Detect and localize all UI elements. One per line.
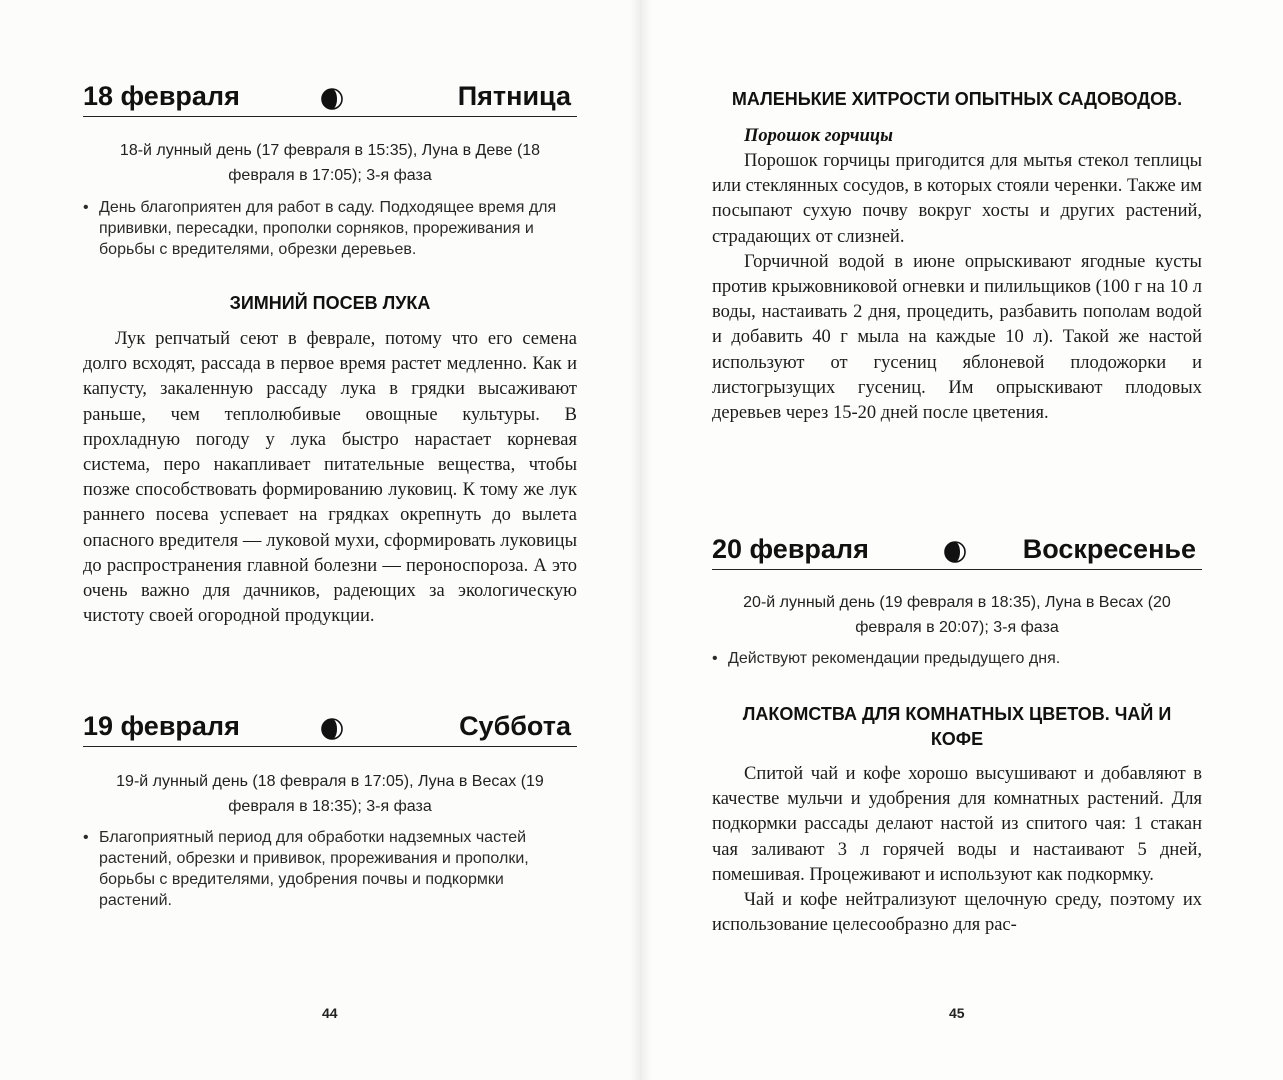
article-body bbox=[712, 149, 1202, 426]
article-paragraph: Спитой чай и кофе хорошо высушивают и добавляют в качестве мульчи и удобрения для комнатных растений. Для подкормки рассады делают настой из спитого чая: 1 стакан чая заливают 3 л горячей воды и настаивают 5 дней, помешивая. Процеживают и используют как подкормку. bbox=[712, 764, 1202, 885]
article-title: ЗИМНИЙ ПОСЕВ ЛУКА bbox=[229, 293, 431, 313]
article-body bbox=[712, 762, 1202, 938]
advice-item bbox=[712, 648, 1202, 669]
day-date: 18 февраля bbox=[83, 81, 240, 111]
article-paragraph: Лук репчатый сеют в феврале, потому что его семена долго всходят, рассада в первое время растет медленно. Как и капусту, закаленную рассаду лука в грядки высаживают раньше, чем теплолюбивые овощные культуры. В прохладную погоду у лука быстро нарастает корневая система, перо накапливает питательные вещества, чтобы позже способствовать формированию луковиц. К тому же лук раннего посева успевает на грядках окрепнуть до вылета опасного вредителя — луковой мухи, сформировать луковицы до распространения главной болезни — пероноспороза. А это очень важно для дачников, радеющих за экологическую чистоту своей огородной продукции. bbox=[83, 329, 577, 627]
day-date: 19 февраля bbox=[83, 711, 240, 741]
day-header-feb20 bbox=[712, 533, 1202, 570]
waning-moon-icon bbox=[321, 88, 343, 110]
lunar-line: февраля в 20:07); 3-я фаза bbox=[855, 619, 1059, 636]
day-date: 20 февраля bbox=[712, 534, 869, 564]
advice-text: Действуют рекомендации предыдущего дня. bbox=[728, 650, 1061, 667]
article-body bbox=[83, 327, 577, 629]
day-header-feb19 bbox=[83, 710, 577, 747]
day-weekday: Пятница bbox=[457, 81, 571, 111]
article-title-line: ЛАКОМСТВА ДЛЯ КОМНАТНЫХ ЦВЕТОВ. ЧАЙ И bbox=[742, 704, 1172, 724]
lunar-line: февраля в 17:05); 3-я фаза bbox=[228, 167, 432, 184]
lunar-info bbox=[83, 769, 577, 819]
day-weekday: Суббота bbox=[459, 711, 571, 741]
waning-moon-icon bbox=[944, 541, 966, 563]
waning-moon-icon bbox=[321, 718, 343, 740]
article-paragraph: Горчичной водой в июне опрыскивают ягодные кусты против крыжовниковой огневки и пилильщиков (100 г на 10 л воды, настаивать 2 дня, процедить, разбавить пополам водой и добавить 40 г мыла на каждые 10 л). Такой же настой используют от гусениц яблоневой плодожорки и листогрызущих гусениц. Им опрыскивают плодовых деревьев через 15-20 дней после цветения. bbox=[712, 251, 1202, 424]
bullet-marker: • bbox=[712, 650, 718, 667]
article-paragraph: Порошок горчицы пригодится для мытья стекол теплицы или стеклянных сосудов, в которых стояли черенки. Также им посыпают сухую почву вокруг хосты и других растений, страдающих от слизней. bbox=[712, 151, 1202, 247]
left-page bbox=[0, 0, 641, 1080]
lunar-line: 20-й лунный день (19 февраля в 18:35), Луна в Весах (20 bbox=[743, 594, 1171, 611]
page-number: 44 bbox=[322, 1005, 338, 1021]
page-number: 45 bbox=[949, 1005, 965, 1021]
advice-text: Благоприятный период для обработки надземных частей растений, обрезки и прививок, прореживания и прополки, борьбы с вредителями, удобрения почвы и подкормки растений. bbox=[99, 829, 529, 909]
advice-item bbox=[83, 197, 577, 260]
right-page bbox=[641, 0, 1283, 1080]
lunar-line: февраля в 18:35); 3-я фаза bbox=[228, 798, 432, 815]
lunar-line: 19-й лунный день (18 февраля в 17:05), Луна в Весах (19 bbox=[116, 773, 544, 790]
day-header-feb18 bbox=[83, 80, 577, 117]
bullet-marker: • bbox=[83, 829, 89, 846]
left-column bbox=[83, 0, 577, 1080]
article-title bbox=[712, 702, 1202, 752]
lunar-line: 18-й лунный день (17 февраля в 15:35), Луна в Деве (18 bbox=[119, 142, 541, 159]
advice-text: День благоприятен для работ в саду. Подходящее время для прививки, пересадки, прополки сорняков, прореживания и борьбы с вредителями, обрезки деревьев. bbox=[99, 199, 557, 258]
lunar-info bbox=[83, 138, 577, 188]
day-weekday: Воскресенье bbox=[1022, 534, 1196, 564]
article-title: МАЛЕНЬКИЕ ХИТРОСТИ ОПЫТНЫХ САДОВОДОВ. bbox=[731, 89, 1183, 109]
advice-item bbox=[83, 827, 577, 911]
lunar-info bbox=[712, 590, 1202, 640]
right-column bbox=[712, 0, 1202, 1080]
book-gutter bbox=[630, 0, 652, 1080]
article-paragraph: Чай и кофе нейтрализуют щелочную среду, поэтому их использование целесообразно для рас- bbox=[712, 890, 1202, 936]
bullet-marker: • bbox=[83, 199, 89, 216]
article-title-line: КОФЕ bbox=[930, 729, 984, 749]
article-subheading: Порошок горчицы bbox=[744, 126, 894, 146]
